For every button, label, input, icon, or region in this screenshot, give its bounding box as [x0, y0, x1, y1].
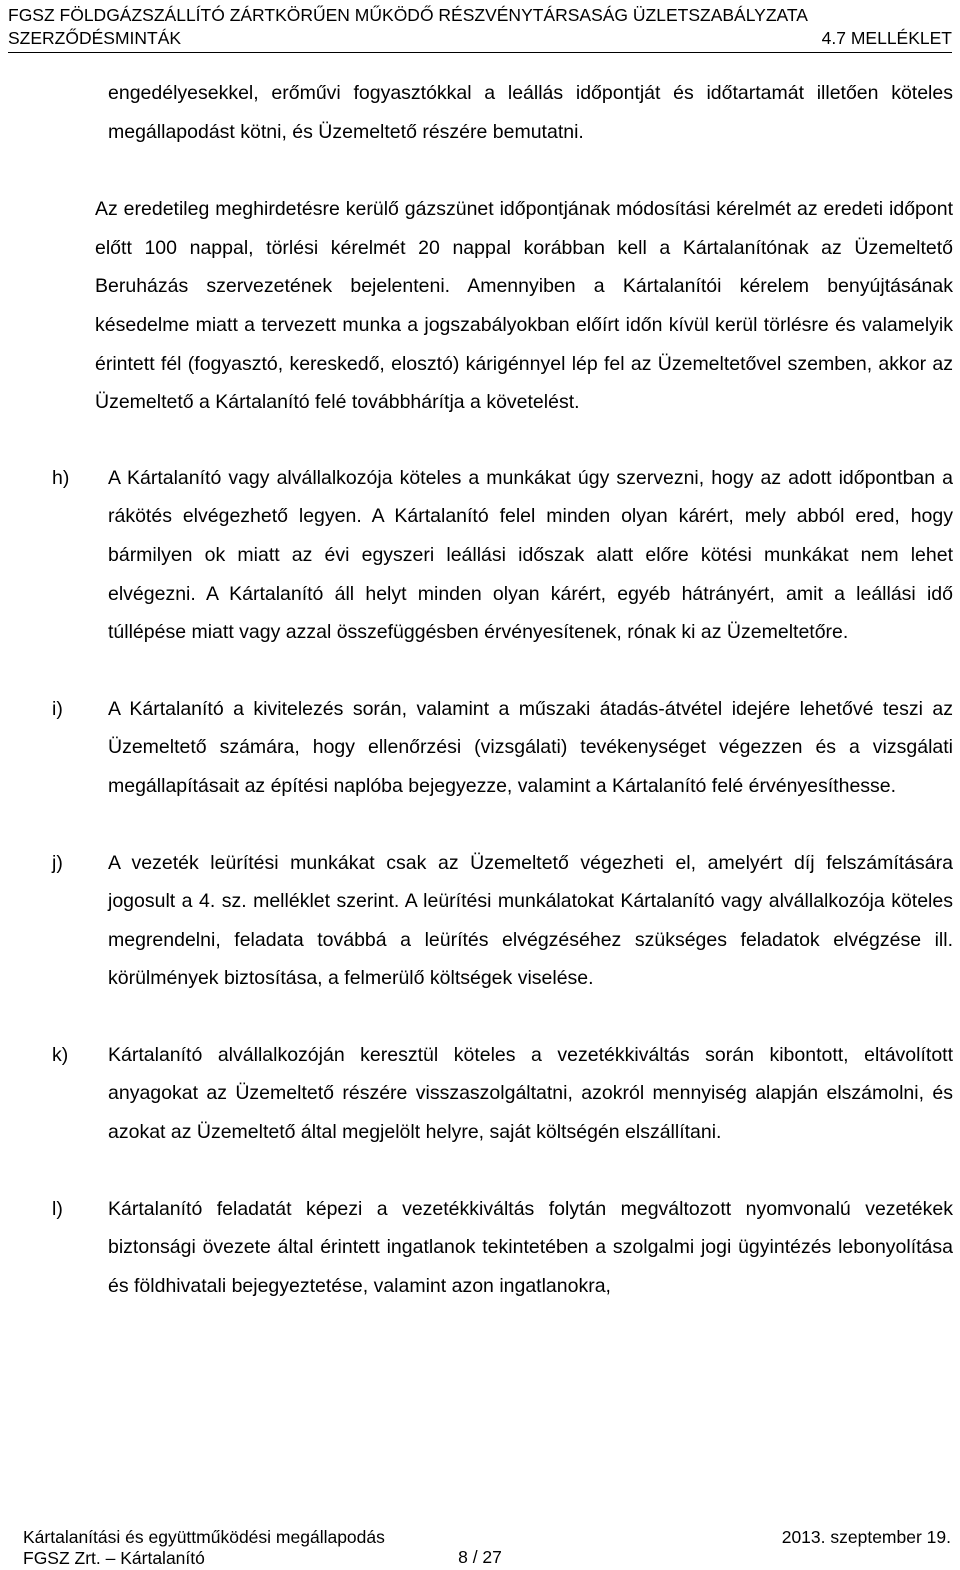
list-item-label: h) — [52, 466, 70, 489]
list-item-text: A Kártalanító vagy alvállalkozója köteles a munkákat úgy szervezni, hogy az adott időpontban a rákötés elvégezhető legyen. A Kártalanító felel minden olyan kárért, mely abból ered, hogy bármilyen ok miatt az évi egyszeri leállási időszak alatt előre kötési munkákat nem lehet elvégezni. A Kártalanító áll helyt minden olyan kárért, egyéb hátrányért, amit a leállási idő túllépése miatt vagy azzal összefüggésben érvényesítenek, rónak ki az Üzemeltetőre. — [108, 466, 953, 644]
continuation-paragraph: engedélyesekkel, erőművi fogyasztókkal a leállás időpontját és időtartamát illetően köteles megállapodást kötni, és Üzemeltető részére bemutatni. — [108, 82, 953, 143]
footer-date: 2013. szeptember 19. — [781, 1527, 951, 1547]
list-item-k — [52, 1036, 953, 1152]
header-section-right: 4.7 MELLÉKLET — [821, 28, 952, 48]
list-item-text: Kártalanító feladatát képezi a vezetékkiváltás folytán megváltozott nyomvonalú vezetékek biztonsági övezete által érintett ingatlanok tekintetében a szolgalmi jogi ügyintézés lebonyolítása és földhivatali bejegyeztetése, valamint azon ingatlanokra, — [108, 1197, 953, 1297]
list-item-label: l) — [52, 1197, 63, 1220]
header-section-left: SZERZŐDÉSMINTÁK — [8, 28, 182, 48]
list-item-text: A vezeték leürítési munkákat csak az Üzemeltető végezheti el, amelyért díj felszámítására jogosult a 4. sz. melléklet szerint. A leürítési munkálatokat Kártalanító vagy alvállalkozója köteles megrendelni, feladata továbbá a leürítés elvégzéséhez szükséges feladatok elvégzése ill. körülmények biztosítása, a felmerülő költségek viselése. — [108, 851, 953, 990]
header-divider — [8, 52, 952, 53]
list-item-label: k) — [52, 1043, 69, 1066]
list-item-label: i) — [52, 697, 63, 720]
footer-company: FGSZ Zrt. – Kártalanító — [23, 1548, 205, 1568]
document-body — [52, 74, 953, 1305]
header-title-line — [8, 4, 952, 27]
list-item-label: j) — [52, 851, 63, 874]
page-number: 8 / 27 — [458, 1547, 502, 1567]
page-header — [8, 4, 952, 53]
list-item-text: A Kártalanító a kivitelezés során, valamint a műszaki átadás-átvétel idejére lehetővé teszi az Üzemeltető számára, hogy ellenőrzési (vizsgálati) tevékenységet végezzen és a vizsgálati megállapításait az építési naplóba bejegyezze, valamint a Kártalanító felé érvényesíthesse. — [108, 697, 953, 797]
footer-line-1 — [23, 1527, 951, 1548]
list-item-text: Kártalanító alvállalkozóján keresztül köteles a vezetékkiváltás során kibontott, eltávolított anyagokat az Üzemeltető részére visszaszolgáltatni, azokról mennyiség alapján elszámolni, és azokat az Üzemeltető által megjelölt helyre, saját költségén elszállítani. — [108, 1043, 953, 1144]
list-item-h — [52, 459, 953, 652]
list-item-j — [52, 844, 953, 998]
header-section-line — [8, 27, 952, 50]
list-item-i — [52, 690, 953, 806]
footer-document-name: Kártalanítási és együttműködési megállapodás — [23, 1527, 385, 1547]
rescheduling-paragraph: Az eredetileg meghirdetésre kerülő gázszünet időpontjának módosítási kérelmét az eredeti időpont előtt 100 nappal, törlési kérelmét 20 nappal korábban kell a Kártalanítónak az Üzemeltető Beruházás szervezetének bejelenteni. Amennyiben a Kártalanítói kérelem benyújtásának késedelme miatt a tervezett munka a jogszabályokban előírt időn kívül kerül törlésre és valamelyik érintett fél (fogyasztó, kereskedő, elosztó) kárigénnyel lép fel az Üzemeltetővel szemben, akkor az Üzemeltető a Kártalanító felé továbbhárítja a követelést. — [95, 198, 953, 414]
header-title: FGSZ FÖLDGÁZSZÁLLÍTÓ ZÁRTKÖRŰEN MŰKÖDŐ RÉSZVÉNYTÁRSASÁG ÜZLETSZABÁLYZATA — [8, 5, 808, 25]
list-item-l — [52, 1190, 953, 1306]
